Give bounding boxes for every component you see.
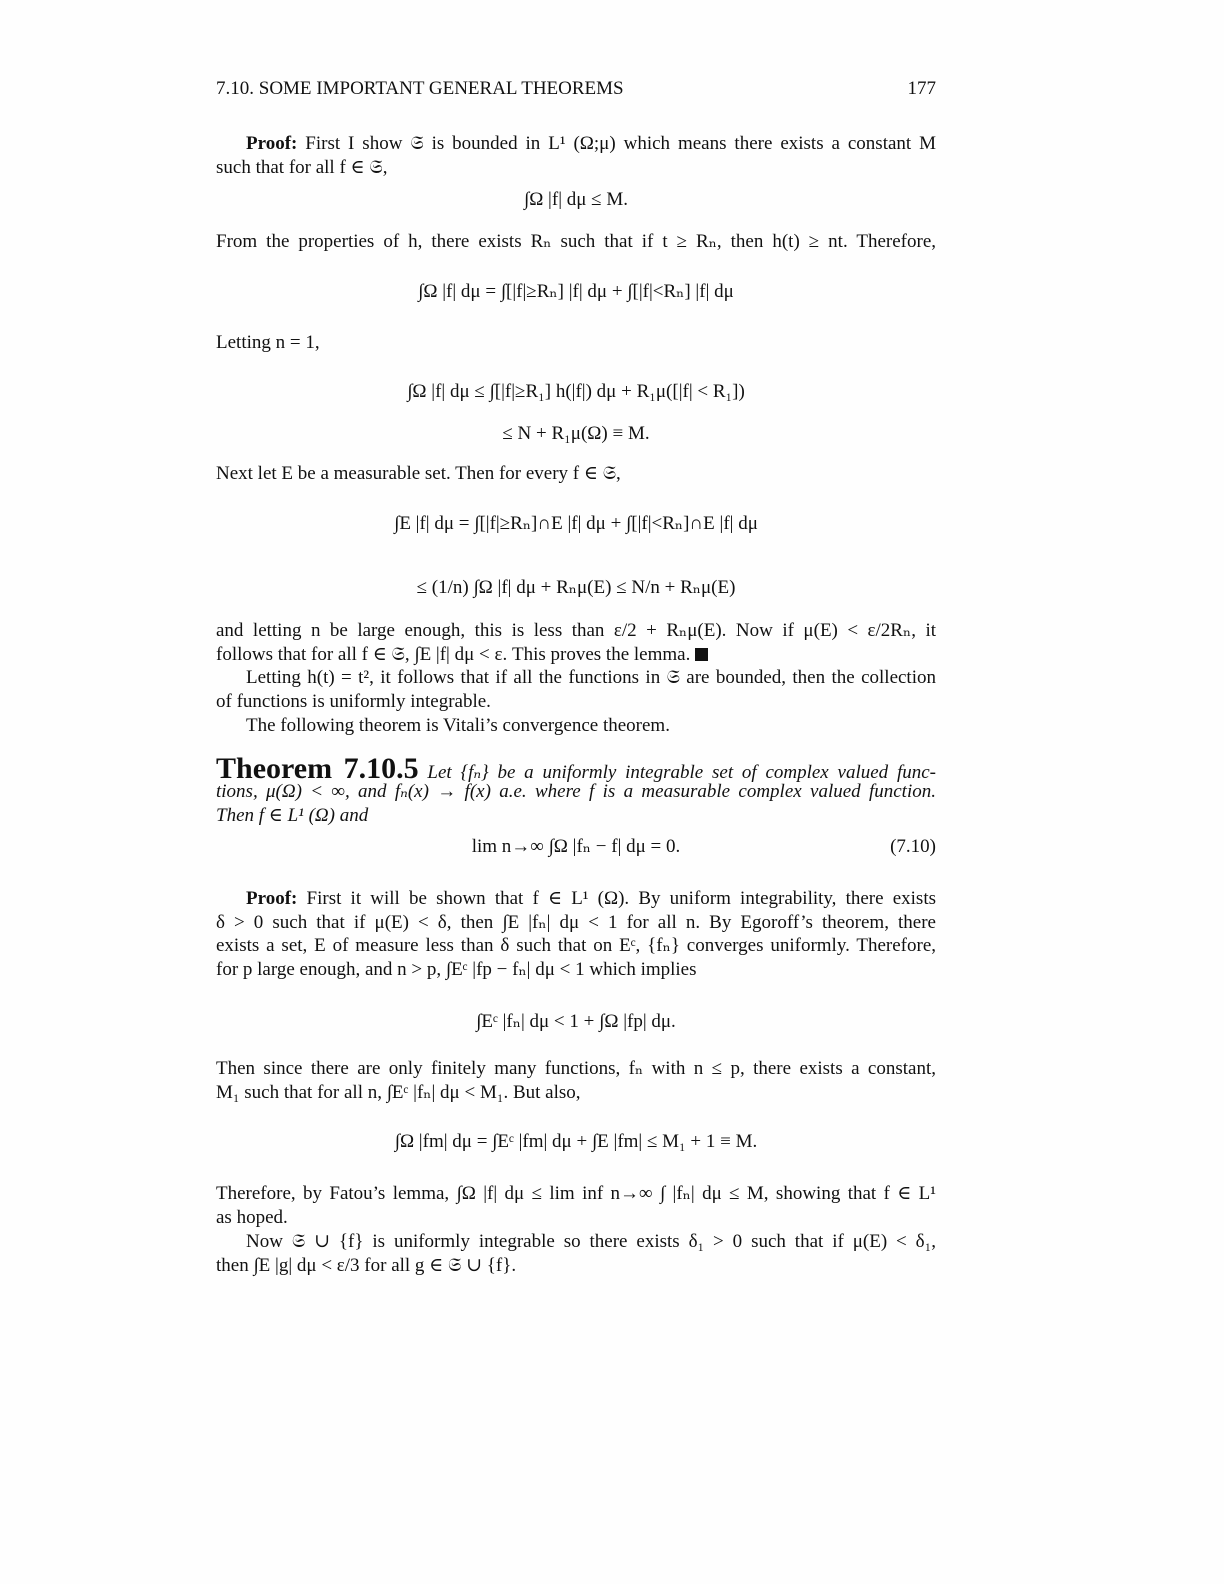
theorem-label: Theorem 7.10.5 — [216, 752, 419, 785]
proof-label: Proof: — [246, 133, 298, 154]
proof1-line9: of functions is uniformly integrable. — [216, 691, 491, 712]
proof1-line1-text: First I show 𝔖 is bounded in L¹ (Ω;μ) which means there exists a constant M — [305, 133, 937, 154]
proof2-line3: exists a set, E of measure less than δ such that on Eᶜ, {fₙ} converges uniformly. Therefore, — [216, 935, 936, 956]
theorem-line2-text: tions, μ(Ω) < ∞, and fₙ(x) → f(x) a.e. where f is a measurable complex valued function. — [216, 781, 936, 802]
proof2-line9: Now 𝔖 ∪ {f} is uniformly integrable so there exists δ₁ > 0 such that if μ(E) < δ₁, — [246, 1231, 936, 1252]
proof2-line4: for p large enough, and n > p, ∫Eᶜ |fp − fₙ| dμ < 1 which implies — [216, 959, 697, 980]
equation-split: ∫Ω |f| dμ = ∫[|f|≥Rₙ] |f| dμ + ∫[|f|<Rₙ] |f| dμ — [418, 281, 734, 302]
equation-measurable-a: ∫E |f| dμ = ∫[|f|≥Rₙ]∩E |f| dμ + ∫[|f|<Rₙ]∩E |f| dμ — [394, 513, 758, 534]
equation-vitali: lim n→∞ ∫Ω |fₙ − f| dμ = 0. — [471, 836, 681, 857]
proof1-line7 — [216, 643, 708, 667]
theorem-line2 — [216, 780, 936, 804]
equation-bound-b: ≤ N + R₁μ(Ω) ≡ M. — [502, 423, 650, 444]
theorem-line1-text: Let {fₙ} be a uniformly integrable set of complex valued func- — [427, 762, 936, 783]
proof2-line1-text: First it will be shown that f ∈ L¹ (Ω). By uniform integrability, there exists — [306, 888, 936, 909]
proof1-line3: From the properties of h, there exists Rₙ such that if t ≥ Rₙ, then h(t) ≥ nt. Therefore, — [216, 231, 936, 252]
theorem-line3 — [216, 804, 368, 828]
theorem-line3-text: Then f ∈ L¹ (Ω) and — [216, 805, 369, 826]
proof1-line5: Next let E be a measurable set. Then for every f ∈ 𝔖, — [216, 463, 621, 484]
equation-bounded: ∫Ω |f| dμ ≤ M. — [523, 189, 629, 210]
qed-square-icon — [695, 648, 708, 661]
proof2-line10: then ∫E |g| dμ < ε/3 for all g ∈ 𝔖 ∪ {f}. — [216, 1255, 517, 1276]
proof2-line2: δ > 0 such that if μ(E) < δ, then ∫E |fₙ| dμ < 1 for all n. By Egoroff’s theorem, there — [216, 912, 936, 933]
proof2-line5: Then since there are only finitely many functions, fₙ with n ≤ p, there exists a constant, — [216, 1058, 936, 1079]
equation-fm-bound: ∫Ω |fm| dμ = ∫Eᶜ |fm| dμ + ∫E |fm| ≤ M₁ + 1 ≡ M. — [394, 1131, 758, 1152]
proof1-line10: The following theorem is Vitali’s convergence theorem. — [246, 715, 670, 736]
equation-number: (7.10) — [890, 836, 936, 857]
proof2-line6: M₁ such that for all n, ∫Eᶜ |fₙ| dμ < M₁. But also, — [216, 1082, 581, 1103]
proof1-line8: Letting h(t) = t², it follows that if all the functions in 𝔖 are bounded, then the collection — [246, 667, 936, 688]
proof1-line6: and letting n be large enough, this is less than ε/2 + Rₙμ(E). Now if μ(E) < ε/2Rₙ, it — [216, 620, 936, 641]
proof2-line1 — [246, 887, 936, 911]
proof2-label: Proof: — [246, 888, 298, 909]
proof1-line2: such that for all f ∈ 𝔖, — [216, 157, 388, 178]
equation-bound-a: ∫Ω |f| dμ ≤ ∫[|f|≥R₁] h(|f|) dμ + R₁μ([|f| < R₁]) — [407, 381, 745, 402]
proof2-line7: Therefore, by Fatou’s lemma, ∫Ω |f| dμ ≤ lim inf n→∞ ∫ |fₙ| dμ ≤ M, showing that f ∈ L¹ — [216, 1183, 936, 1204]
proof1-line1 — [246, 132, 936, 156]
proof2-line8: as hoped. — [216, 1207, 288, 1228]
page-number: 177 — [907, 78, 936, 99]
equation-egoroff: ∫Eᶜ |fₙ| dμ < 1 + ∫Ω |fp| dμ. — [476, 1011, 676, 1032]
running-header: 7.10. SOME IMPORTANT GENERAL THEOREMS — [216, 78, 624, 99]
equation-measurable-b: ≤ (1/n) ∫Ω |f| dμ + Rₙμ(E) ≤ N/n + Rₙμ(E) — [416, 577, 736, 598]
proof1-line4: Letting n = 1, — [216, 332, 320, 353]
proof1-line7-text: follows that for all f ∈ 𝔖, ∫E |f| dμ < ε. This proves the lemma. — [216, 644, 691, 665]
